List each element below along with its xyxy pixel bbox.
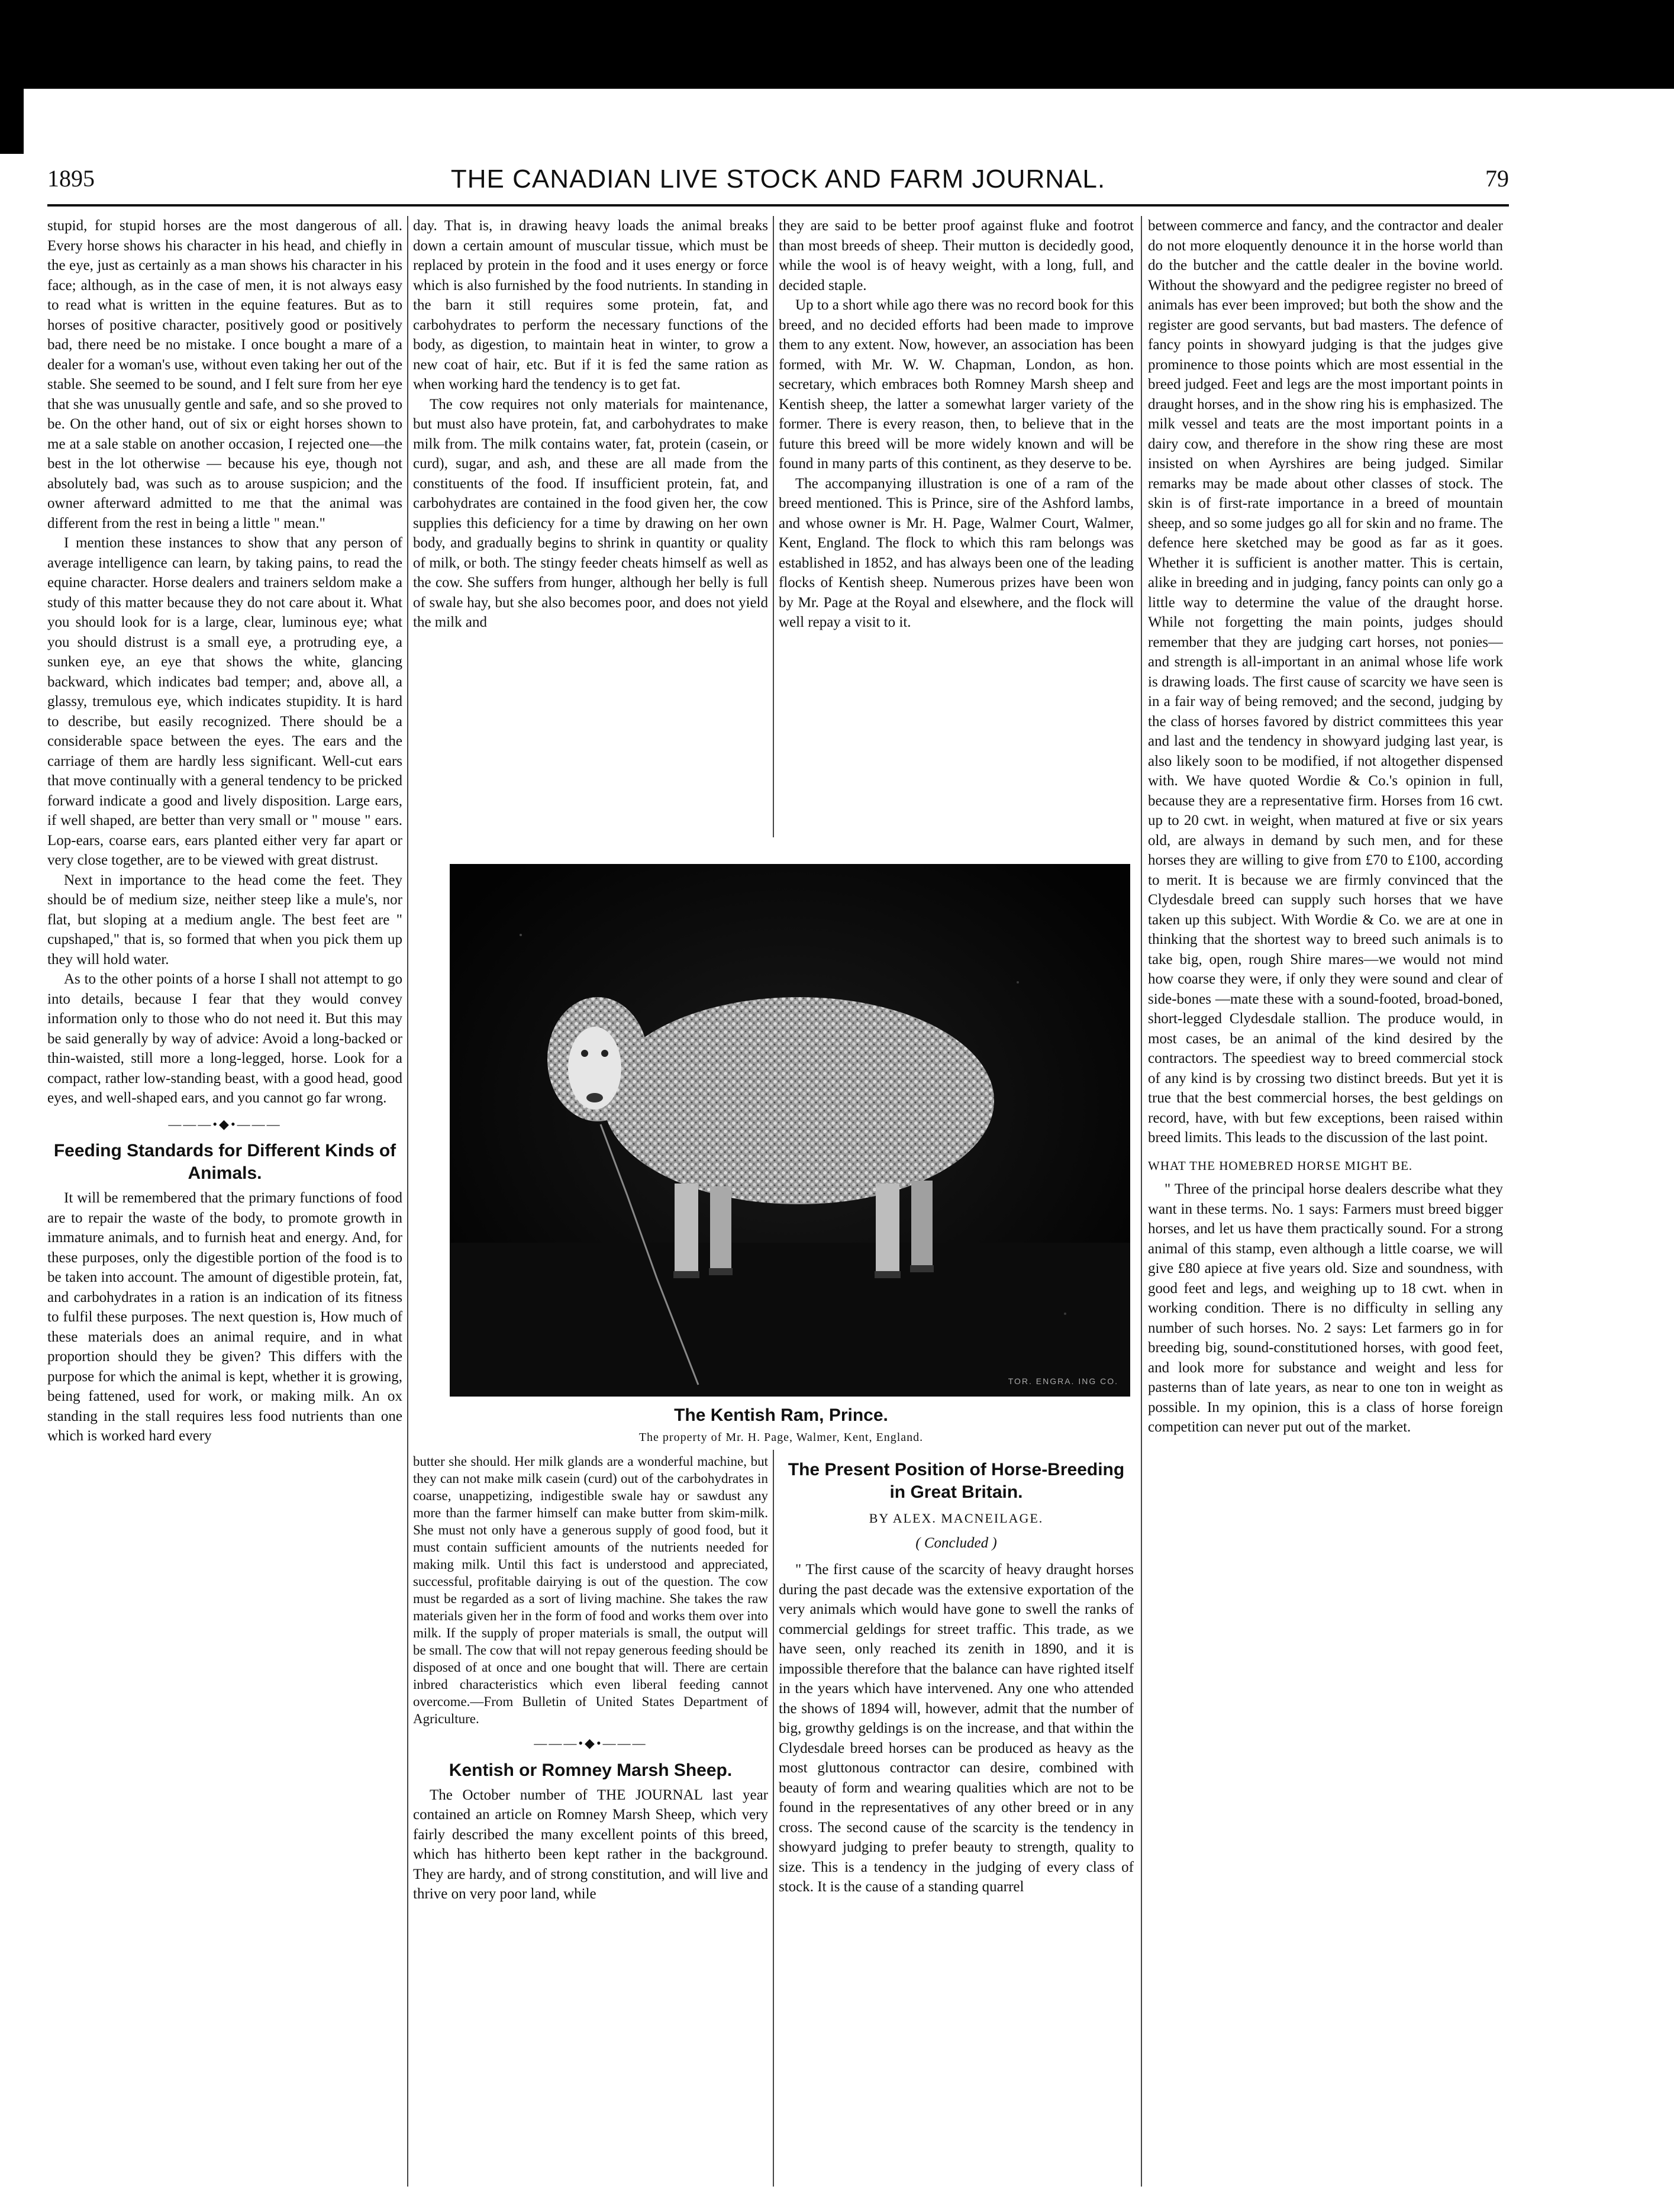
column-rule xyxy=(407,216,408,2187)
column-rule xyxy=(773,216,774,837)
paragraph: day. That is, in drawing heavy loads the animal breaks down a certain amount of muscular tissue, which must be replaced by protein in the food and it uses energy or force which is also furnished by the food nutrients. In standing in the barn it still requires some protein, fat, and carbohydrates to perform the necessary functions of the body, as digestion, to maintain heat in winter, to grow a new coat of hair, etc. But if it is fed the same ration as when working hard the tendency is to get fat. xyxy=(413,218,768,392)
column-2-bottom xyxy=(413,1453,768,2187)
paragraph: butter she should. Her milk glands are a wonderful machine, but they can not make milk casein (curd) out of the carbohydrates in coarse, unappetizing, indigestible swale hay or sawdust any more than the farmer himself can make butter from skim-milk. She must not only have a generous supply of good food, but it must contain sufficient amounts of the nutrients needed for making milk. Until this fact is understood and appreciated, successful, profitable dairying is out of the question. The cow must be regarded as a sort of living machine. She takes the raw materials given her in the form of food and works them over into milk. If the supply of proper materials is small, the output will be small. The cow that will not repay generous feeding should be disposed of at once and one bought that will. There are certain inbred characteristics which even liberal feeding cannot overcome.—From Bulletin of United States Department of Agriculture. xyxy=(413,1454,768,1726)
paragraph: " The first cause of the scarcity of heavy draught horses during the past decade was the extensive exportation of the very animals which would have gone to swell the ranks of commercial geldings for street traffic. This trade, as we have seen, only reached its zenith in 1890, and it is impossible therefore that the balance can have righted itself in the years which have intervened. Any one who attended the shows of 1894 will, however, admit that the number of big, growthy geldings is on the increase, and that within the Clydesdale breed horses can be produced as heavy as the most gluttonous contractor can desire, combined with beauty of form and wearing qualities which are not to be found in the representatives of any other breed or in any cross. The second cause of the scarcity is the tendency in showyard judging to prefer beauty to strength, quality to size. This is a tendency in the judging of every class of stock. It is the cause of a standing quarrel xyxy=(779,1562,1134,1895)
article-heading-horse-breeding: The Present Position of Horse-Breeding in Great Britain. xyxy=(788,1460,1125,1502)
ram-photograph xyxy=(450,864,1130,1397)
section-divider: ———•◆•——— xyxy=(168,1116,282,1131)
page-year: 1895 xyxy=(47,165,95,192)
column-3-top xyxy=(779,216,1134,831)
paragraph: The accompanying illustration is one of a ram of the breed mentioned. This is Prince, sire of the Ashford lambs, and whose owner is Mr. H. Page, Walmer Court, Walmer, Kent, England. The flock to which this ram belongs was established in 1852, and has always been one of the leading flocks of Kentish sheep. Numerous prizes have been won by Mr. Page at the Royal and elsewhere, and the flock will well repay a visit to it. xyxy=(779,475,1134,630)
paragraph: It will be remembered that the primary functions of food are to repair the waste of the body, to promote growth in immature animals, and to furnish heat and energy. And, for these purposes, only the digestible portion of the food is to be taken into account. The amount of digestible protein, fat, and carbohydrates in a ration is an indication of its fitness to fulfil these purposes. The next question is, How much of these materials does an animal require, and in what proportion should they be given? This differs with the purpose for which the animal is kept, whether it is growing, being fattened, used for work, or making milk. An ox standing in the stall requires less food nutrients than one which is worked hard every xyxy=(47,1190,402,1444)
paragraph: The cow requires not only materials for maintenance, but must also have protein, fat, and carbohydrates to make milk from. The milk contains water, fat, protein (casein, or curd), sugar, and ash, and these are all made from the constituents of the food. If insufficient protein, fat, and carbohydrates are contained in the food given her, the cow supplies this deficiency for a time by drawing on her own body, and gradually begins to shrink in quantity or quality of milk, or both. The stingy feeder cheats himself as well as the cow. She suffers from hunger, although her belly is full of swale hay, but she also becomes poor, and does not yield the milk and xyxy=(413,396,768,630)
section-subhead: WHAT THE HOMEBRED HORSE MIGHT BE. xyxy=(1148,1158,1413,1173)
column-rule xyxy=(1141,216,1142,2187)
paragraph: " Three of the principal horse dealers describe what they want in these terms. No. 1 says: Farmers must breed bigger horses, and let us have them practically sound. For a strong animal of this stamp, even although a little coarse, we will give £80 apiece at five years old. Size and soundness, with good feet and legs, and weighing up to 18 cwt. when in working condition. There is no difficulty in selling any number of such horses. No. 2 says: Let farmers go in for breeding big, sound-constitutioned horses, with good feet, and look more for substance and weight and less for pasterns than of late years, as near to one ton in weight as possible. In my opinion, this is a class of horse foreign competition can never put out of the market. xyxy=(1148,1181,1503,1435)
article-heading-feeding-standards: Feeding Standards for Different Kinds of Animals. xyxy=(53,1141,396,1183)
scan-top-border xyxy=(0,0,1674,89)
column-4 xyxy=(1148,216,1503,2169)
header-rule xyxy=(47,204,1509,207)
paragraph: stupid, for stupid horses are the most dangerous of all. Every horse shows his character in his head, and chiefly in the eye, just as certainly as a man shows his character in his face; although, as in the case of men, it is not always easy to read what is written in the equine features. But as to horses of positive character, positively good or positively bad, there need be no mistake. I once bought a mare of a dealer for a woman's use, without even taking her out of the stable. She seemed to be sound, and I felt sure from her eye that she was unusually gentle and safe, and so she proved to be. On the other hand, out of six or eight horses shown to me at a sale stable on another occasion, I rejected one—the best in the lot otherwise — because his eye, though not absolutely bad, was such as to arouse suspicion; and the owner afterward admitted to me that the animal was different from the rest in being a little " mean." xyxy=(47,218,402,531)
column-rule xyxy=(773,1450,774,2187)
column-2-top xyxy=(413,216,768,831)
column-1 xyxy=(47,216,402,2169)
paragraph: between commerce and fancy, and the contractor and dealer do not more eloquently denounce it in the horse world than do the butcher and the cattle dealer in the bovine world. Without the showyard and the pedigree register no breed of animals has ever been improved; but both the show and the register are good servants, but bad masters. The defence of fancy points in showyard judging is that the judges give prominence to those points which are most essential in the breed judged. Feet and legs are the most important points in draught horses, and in the show ring his is emphasized. The milk vessel and teats are the most important points in a dairy cow, and therefore in the show ring these are most insisted on when Ayrshires are being judged. Similar remarks may be made about other classes of stock. The skin is of first-rate importance in a breed of mountain sheep, and so some judges go all for skin and no frame. The defence here sketched may be good as far as it goes. Whether it is sufficient is another matter. This is certain, alike in breeding and in judging, fancy points can only go a little way to determine the value of the draught horse. While not forgetting the main points, judges should remember that they are judging cart horses, not ponies—and strength is all-important in an animal whose life work is drawing loads. The first cause of scarcity we have seen is in a fair way of being removed; and the second, judging by the class of horses favored by district committees this year and last and the tendency in showyard judging last year, is also likely soon to be modified, if not altogether dispensed with. We have quoted Wordie & Co.'s opinion in full, because they are a representative firm. Horses from 16 cwt. up to 20 cwt. in weight, when matured at five or six years old, are always in demand by such men, and for these horses they are willing to give from £70 to £100, according to merit. It is because we are firmly convinced that the Clydesdale breed can supply such horses that we have taken up this subject. With Wordie & Co. we are at one in thinking that the shortest way to breed such animals is to take big, open, rough Shire mares—we would not mind how coarse they were, if only they were sound and clear of side-bones —mate these with a sound-footed, broad-boned, short-legged Clydesdale stallion. The produce would, in most cases, be an animal of the kind desired by the contractors. The speediest way to breed commercial stock of any kind is by crossing two distinct breeds. But yet it is true that the best commercial horses, the best geldings on record, have, with but few exceptions, been raised within breed limits. This leads to the discussion of the last point. xyxy=(1148,218,1503,1146)
continued-note: ( Concluded ) xyxy=(915,1534,997,1551)
engraver-credit: TOR. ENGRA. ING CO. xyxy=(1008,1376,1118,1386)
journal-title: THE CANADIAN LIVE STOCK AND FARM JOURNAL. xyxy=(450,165,1106,194)
paragraph: Up to a short while ago there was no record book for this breed, and no decided efforts had been made to improve them to any extent. Now, however, an association has been formed, with Mr. W. W. Chapman, London, as hon. secretary, which embraces both Romney Marsh sheep and Kentish sheep, the latter a somewhat larger variety of the former. There is every reason, then, to believe that in the future this breed will be more widely known and will be found in many parts of this continent, as they deserve to be. xyxy=(779,297,1134,472)
figure-caption-title: The Kentish Ram, Prince. xyxy=(674,1405,888,1425)
article-byline: BY ALEX. MACNEILAGE. xyxy=(869,1511,1044,1526)
column-3-bottom xyxy=(779,1453,1134,2187)
page-number: 79 xyxy=(1485,165,1509,192)
page-header xyxy=(47,165,1509,200)
kentish-ram-image xyxy=(450,864,1130,1397)
figure-caption-subtitle: The property of Mr. H. Page, Walmer, Kent, England. xyxy=(638,1431,924,1444)
section-divider: ———•◆•——— xyxy=(534,1736,647,1750)
paragraph: Next in importance to the head come the feet. They should be of medium size, neither steep like a mule's, nor flat, but sloping at a medium angle. The best feet are " cupshaped," that is, so formed that when you pick them up they will hold water. xyxy=(47,872,402,968)
paragraph: I mention these instances to show that any person of average intelligence can learn, by taking pains, to read the equine character. Horse dealers and trainers seldom make a study of this matter because they do not care about it. What you should look for is a large, clear, luminous eye; what you should distrust is a small eye, a protruding eye, a sunken eye, an eye that shows the white, glancing backward, which indicates bad temper; and, above all, a glassy, tremulous eye, which indicates stupidity. It is hard to describe, but easily recognized. There should be a considerable space between the eyes. The ears and the carriage of them are hardly less significant. Well-cut ears that move continually with a general tendency to be pricked forward indicate a good and lively disposition. Large ears, if well shaped, are better than very small or " mouse " ears. Lop-ears, coarse ears, ears planted either very far apart or very close together, are to be viewed with great distrust. xyxy=(47,535,402,868)
paragraph: they are said to be better proof against fluke and footrot than most breeds of sheep. Their mutton is decidedly good, while the wool is of heavy weight, with a long, full, and decided staple. xyxy=(779,218,1134,294)
article-heading-romney-marsh: Kentish or Romney Marsh Sheep. xyxy=(449,1760,733,1780)
paragraph: The October number of THE JOURNAL last year contained an article on Romney Marsh Sheep, which very fairly described the many excellent points of this breed, which has hitherto been kept rather in the background. They are hardy, and of strong constitution, and will live and thrive on very poor land, while xyxy=(413,1787,768,1902)
paragraph: As to the other points of a horse I shall not attempt to go into details, because I fear that they would convey information only to those who do not need it. But this may be said generally by way of advice: Avoid a long-backed or thin-waisted, still more a long-legged, horse. Look for a compact, rather low-standing beast, with a good head, good eyes, and well-shaped ears, and you cannot go far wrong. xyxy=(47,971,402,1106)
scan-left-border xyxy=(0,89,24,154)
